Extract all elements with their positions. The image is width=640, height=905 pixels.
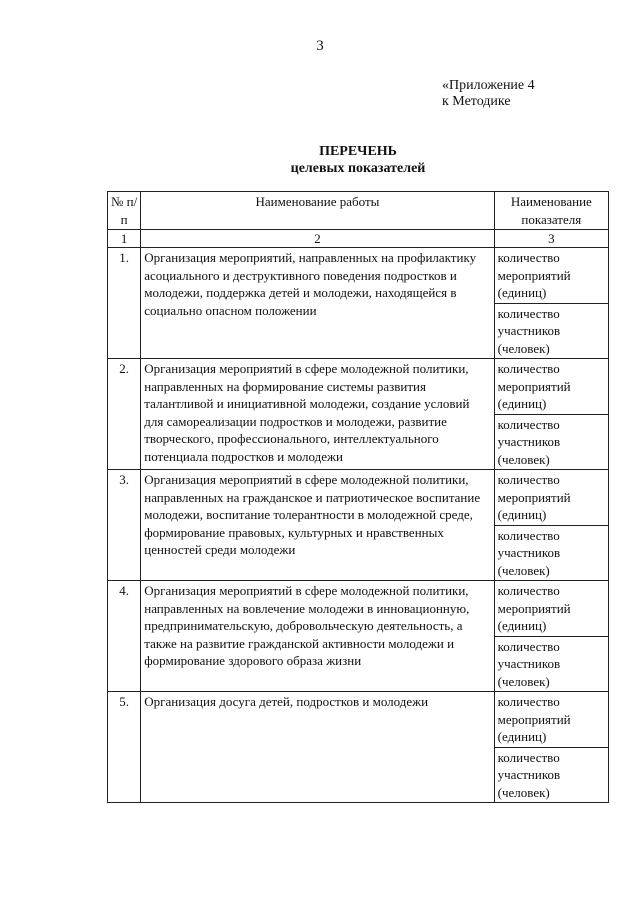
column-number: 2: [141, 230, 494, 248]
page-number: 3: [316, 38, 324, 54]
indicator-participants-cell: количество участников (человек): [494, 525, 608, 581]
indicator-participants-cell: количество участников (человек): [494, 636, 608, 692]
appendix-line-1: «Приложение 4: [442, 78, 535, 93]
column-number: 3: [494, 230, 608, 248]
work-name-cell: Организация мероприятий в сфере молодежной политики, направленных на формирование системы развития талантливой и инициативной молодежи, создание условий для самореализации подростков и молодежи, развитие творческого, профессионального, интеллектуального потенциала подростков и молодежи: [141, 359, 494, 470]
row-number: 2.: [108, 359, 141, 470]
indicators-table: [107, 191, 609, 803]
header-indicator: Наименование показателя: [494, 192, 608, 230]
work-name-cell: Организация мероприятий в сфере молодежной политики, направленных на гражданское и патриотическое воспитание молодежи, воспитание толерантности в молодежной среде, формирование правовых, культурных и нравственных ценностей среди молодежи: [141, 470, 494, 581]
appendix-note: [442, 78, 535, 110]
title-line-1: ПЕРЕЧЕНЬ: [319, 144, 397, 159]
title-line-2: целевых показателей: [290, 161, 426, 176]
table-row: [108, 692, 609, 748]
indicator-participants-cell: количество участников (человек): [494, 747, 608, 803]
row-number: 3.: [108, 470, 141, 581]
work-name-cell: Организация мероприятий в сфере молодежной политики, направленных на вовлечение молодежи в инновационную, предпринимательскую, добровольческую деятельность, а также на развитие гражданской активности молодежи и формирование здорового образа жизни: [141, 581, 494, 692]
row-number: 1.: [108, 248, 141, 359]
column-numbers-row: [108, 230, 609, 248]
table-row: [108, 359, 609, 415]
work-name-cell: Организация мероприятий, направленных на профилактику асоциального и деструктивного поведения подростков и молодежи, поддержка детей и молодежи, находящейся в социально опасном положении: [141, 248, 494, 359]
header-work: Наименование работы: [141, 192, 494, 230]
table-row: [108, 581, 609, 637]
indicator-events-cell: количество мероприятий (единиц): [494, 692, 608, 748]
table-header-row: [108, 192, 609, 230]
work-name-cell: Организация досуга детей, подростков и молодежи: [141, 692, 494, 803]
indicator-events-cell: количество мероприятий (единиц): [494, 470, 608, 526]
row-number: 5.: [108, 692, 141, 803]
indicator-events-cell: количество мероприятий (единиц): [494, 359, 608, 415]
indicator-participants-cell: количество участников (человек): [494, 303, 608, 359]
document-title: [0, 143, 640, 177]
indicator-events-cell: количество мероприятий (единиц): [494, 248, 608, 304]
header-num: № п/п: [108, 192, 141, 230]
table-row: [108, 248, 609, 304]
table-row: [108, 470, 609, 526]
appendix-line-2: к Методике: [442, 94, 511, 109]
row-number: 4.: [108, 581, 141, 692]
indicator-events-cell: количество мероприятий (единиц): [494, 581, 608, 637]
indicator-participants-cell: количество участников (человек): [494, 414, 608, 470]
column-number: 1: [108, 230, 141, 248]
